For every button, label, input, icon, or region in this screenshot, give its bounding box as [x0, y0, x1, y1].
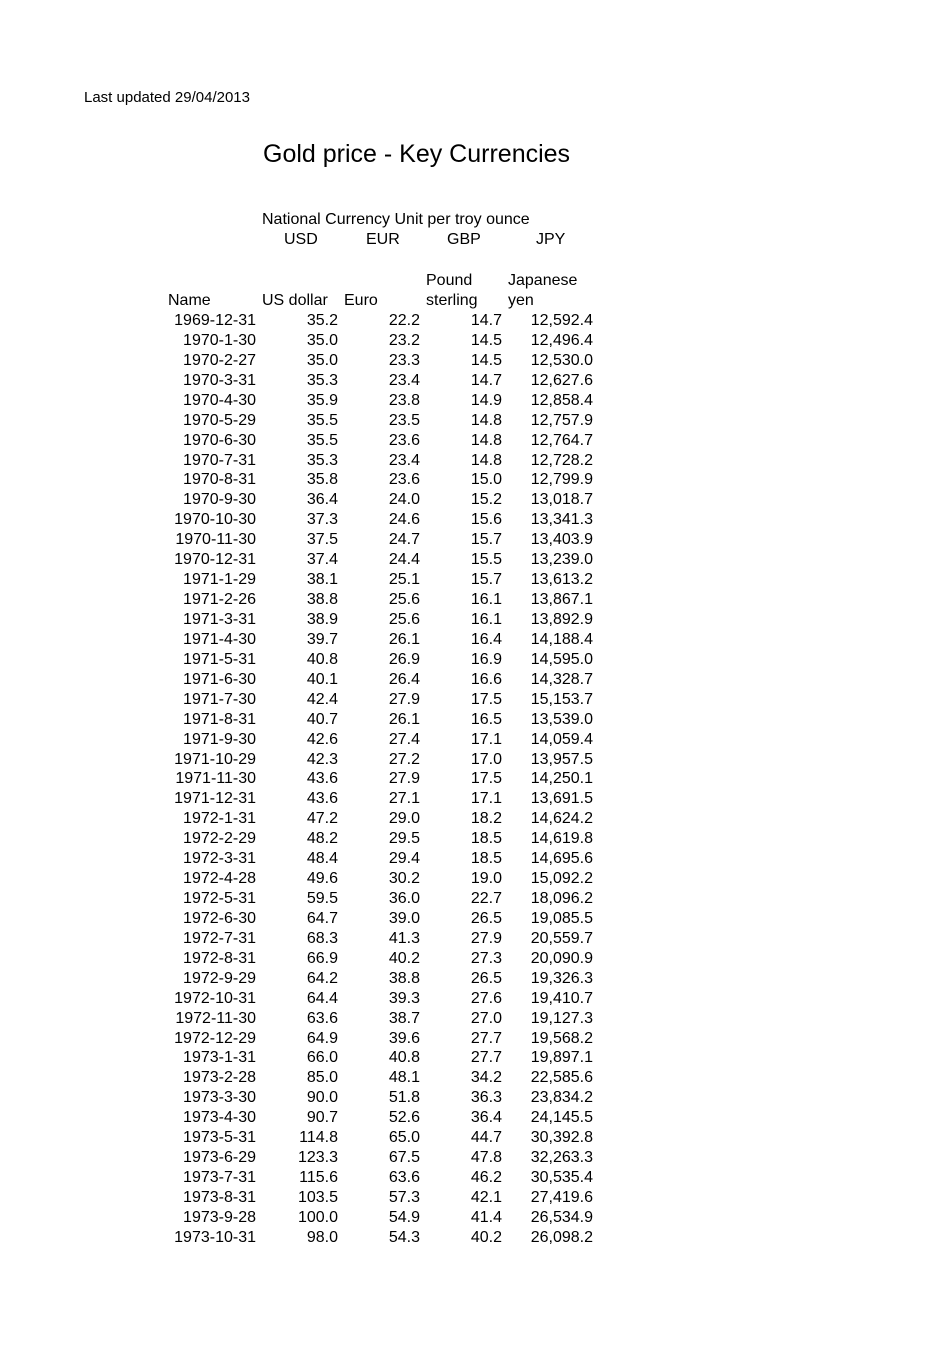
eur-cell: 27.9 — [388, 690, 420, 708]
eur-cell: 36.0 — [388, 890, 420, 907]
jpy-cell: 27,419.6 — [530, 1188, 593, 1206]
date-cell: 1972-9-29 — [183, 969, 256, 987]
gbp-cell: 27.6 — [470, 989, 502, 1007]
date-cell: 1970-5-29 — [183, 411, 256, 429]
jpy-cell: 20,090.9 — [530, 949, 593, 967]
usd-cell: 85.0 — [306, 1069, 338, 1087]
date-cell: 1970-3-31 — [183, 371, 256, 389]
column-header-gbp-line2: sterling — [426, 292, 478, 309]
date-cell: 1971-8-31 — [183, 710, 256, 728]
eur-cell: 25.1 — [388, 571, 420, 589]
table-row — [0, 1068, 950, 1088]
usd-cell: 35.3 — [306, 371, 338, 389]
eur-cell: 39.0 — [388, 909, 420, 927]
jpy-cell: 15,092.2 — [530, 870, 593, 887]
jpy-cell: 12,728.2 — [530, 451, 593, 469]
usd-cell: 35.5 — [306, 411, 338, 429]
table-row — [0, 610, 950, 630]
gbp-cell: 15.7 — [470, 531, 502, 549]
usd-cell: 40.1 — [306, 670, 338, 688]
jpy-cell: 20,559.7 — [530, 929, 593, 947]
date-cell: 1970-12-31 — [174, 551, 256, 569]
jpy-cell: 14,695.6 — [530, 850, 593, 868]
gbp-cell: 14.8 — [470, 411, 502, 429]
table-row — [0, 809, 950, 829]
date-cell: 1970-10-30 — [174, 511, 256, 529]
gbp-cell: 18.2 — [470, 810, 502, 828]
jpy-cell: 13,691.5 — [530, 790, 593, 808]
gbp-cell: 16.9 — [470, 650, 502, 668]
eur-cell: 39.6 — [388, 1029, 420, 1047]
date-cell: 1971-12-31 — [174, 790, 256, 808]
jpy-cell: 14,188.4 — [530, 630, 593, 648]
gbp-cell: 19.0 — [470, 870, 502, 887]
date-cell: 1973-7-31 — [183, 1169, 256, 1186]
gbp-cell: 14.8 — [470, 451, 502, 469]
jpy-cell: 18,096.2 — [530, 890, 593, 907]
gbp-cell: 18.5 — [470, 830, 502, 848]
usd-cell: 35.3 — [306, 451, 338, 469]
jpy-cell: 13,539.0 — [530, 710, 593, 728]
gbp-cell: 15.5 — [470, 551, 502, 569]
eur-cell: 23.3 — [388, 351, 420, 369]
gbp-cell: 27.3 — [470, 949, 502, 967]
date-cell: 1970-11-30 — [175, 531, 256, 549]
usd-cell: 35.0 — [306, 351, 338, 369]
jpy-cell: 19,085.5 — [530, 909, 593, 927]
jpy-cell: 26,098.2 — [530, 1228, 593, 1246]
jpy-cell: 12,592.4 — [530, 312, 593, 329]
date-cell: 1970-8-31 — [183, 471, 256, 489]
gbp-cell: 15.2 — [470, 491, 502, 509]
usd-cell: 64.2 — [306, 969, 338, 987]
usd-cell: 40.8 — [306, 650, 338, 668]
usd-cell: 48.2 — [306, 830, 338, 848]
jpy-cell: 14,595.0 — [530, 650, 593, 668]
jpy-cell: 12,799.9 — [530, 471, 593, 489]
table-row — [0, 590, 950, 610]
eur-cell: 26.1 — [388, 710, 420, 728]
usd-cell: 37.3 — [306, 511, 338, 529]
gbp-cell: 17.1 — [470, 790, 502, 808]
usd-cell: 35.5 — [306, 431, 338, 449]
eur-cell: 27.2 — [388, 750, 420, 768]
eur-cell: 23.6 — [388, 431, 420, 449]
jpy-cell: 19,410.7 — [530, 989, 593, 1007]
usd-cell: 47.2 — [306, 810, 338, 828]
date-cell: 1970-4-30 — [183, 391, 256, 409]
gbp-cell: 14.7 — [470, 312, 502, 329]
table-row — [0, 929, 950, 949]
gbp-cell: 27.9 — [470, 929, 502, 947]
gbp-cell: 17.5 — [470, 690, 502, 708]
table-row — [0, 510, 950, 530]
eur-cell: 25.6 — [388, 611, 420, 628]
eur-cell: 27.9 — [388, 770, 420, 788]
usd-cell: 115.6 — [299, 1169, 338, 1186]
gbp-cell: 15.7 — [470, 571, 502, 589]
usd-cell: 103.5 — [297, 1188, 338, 1206]
usd-cell: 37.4 — [306, 551, 338, 569]
date-cell: 1969-12-31 — [174, 312, 256, 329]
gbp-cell: 14.9 — [470, 391, 502, 409]
usd-cell: 90.0 — [306, 1089, 338, 1107]
table-row — [0, 969, 950, 989]
gbp-cell: 14.5 — [470, 351, 502, 369]
gbp-cell: 27.7 — [470, 1029, 502, 1047]
jpy-cell: 13,957.5 — [530, 750, 593, 768]
table-row — [0, 351, 950, 371]
usd-cell: 35.8 — [306, 471, 338, 489]
usd-cell: 42.6 — [306, 730, 338, 748]
date-cell: 1973-5-31 — [183, 1129, 256, 1147]
usd-cell: 42.4 — [306, 690, 338, 708]
eur-cell: 23.2 — [388, 331, 420, 349]
eur-cell: 48.1 — [388, 1069, 420, 1087]
gbp-cell: 15.6 — [470, 511, 502, 529]
date-cell: 1971-11-30 — [175, 770, 256, 788]
column-header-eur: Euro — [344, 292, 378, 309]
gbp-cell: 44.7 — [470, 1129, 502, 1147]
gbp-cell: 27.7 — [470, 1049, 502, 1067]
date-cell: 1973-4-30 — [183, 1109, 256, 1127]
table-row — [0, 1188, 950, 1208]
jpy-cell: 14,059.4 — [530, 730, 593, 748]
date-cell: 1971-9-30 — [183, 730, 256, 748]
date-cell: 1972-2-29 — [183, 830, 256, 848]
eur-cell: 67.5 — [388, 1149, 420, 1167]
jpy-cell: 13,403.9 — [530, 531, 593, 549]
gbp-cell: 47.8 — [470, 1149, 502, 1167]
table-row — [0, 1048, 950, 1068]
gbp-cell: 27.0 — [470, 1009, 502, 1027]
column-header-usd: US dollar — [262, 292, 328, 309]
date-cell: 1972-8-31 — [183, 949, 256, 967]
date-cell: 1972-3-31 — [183, 850, 256, 868]
jpy-cell: 14,624.2 — [530, 810, 593, 828]
usd-cell: 66.9 — [306, 949, 338, 967]
table-row — [0, 670, 950, 690]
jpy-cell: 13,341.3 — [530, 511, 593, 529]
jpy-cell: 22,585.6 — [530, 1069, 593, 1087]
eur-cell: 23.6 — [388, 471, 420, 489]
jpy-cell: 23,834.2 — [530, 1089, 593, 1107]
gbp-cell: 17.1 — [470, 730, 502, 748]
eur-cell: 23.5 — [388, 411, 420, 429]
eur-cell: 29.4 — [388, 850, 420, 868]
gbp-cell: 16.5 — [470, 710, 502, 728]
eur-cell: 41.3 — [388, 929, 420, 947]
column-header-gbp-line1: Pound — [426, 272, 473, 289]
gbp-cell: 40.2 — [470, 1228, 502, 1246]
usd-cell: 37.5 — [306, 531, 338, 549]
eur-cell: 39.3 — [388, 989, 420, 1007]
jpy-cell: 13,867.1 — [530, 591, 593, 608]
date-cell: 1973-6-29 — [183, 1149, 256, 1167]
gbp-cell: 16.4 — [470, 630, 502, 648]
usd-cell: 48.4 — [306, 850, 338, 868]
gbp-cell: 34.2 — [470, 1069, 502, 1087]
eur-cell: 57.3 — [388, 1188, 420, 1206]
date-cell: 1971-2-26 — [183, 591, 256, 608]
table-row — [0, 849, 950, 869]
table-row — [0, 1208, 950, 1228]
usd-cell: 36.4 — [306, 491, 338, 509]
jpy-cell: 12,858.4 — [530, 391, 593, 409]
table-row — [0, 1088, 950, 1108]
table-row — [0, 1168, 950, 1188]
eur-cell: 26.9 — [388, 650, 420, 668]
jpy-cell: 13,892.9 — [530, 611, 593, 628]
unit-subtitle: National Currency Unit per troy ounce — [262, 211, 530, 228]
eur-cell: 65.0 — [388, 1129, 420, 1147]
table-row — [0, 769, 950, 789]
gbp-cell: 15.0 — [470, 471, 502, 489]
gbp-cell: 22.7 — [470, 890, 502, 907]
column-header-jpy-line2: yen — [508, 292, 534, 309]
eur-cell: 63.6 — [388, 1169, 420, 1186]
date-cell: 1970-9-30 — [183, 491, 256, 509]
table-row — [0, 311, 950, 331]
gbp-cell: 41.4 — [470, 1208, 502, 1226]
gbp-cell: 36.3 — [470, 1089, 502, 1107]
date-cell: 1973-2-28 — [183, 1069, 256, 1087]
gbp-cell: 17.5 — [470, 770, 502, 788]
jpy-cell: 19,127.3 — [530, 1009, 593, 1027]
usd-cell: 64.4 — [306, 989, 338, 1007]
eur-cell: 27.4 — [388, 730, 420, 748]
gbp-cell: 26.5 — [470, 969, 502, 987]
usd-cell: 38.9 — [306, 611, 338, 628]
eur-cell: 52.6 — [388, 1109, 420, 1127]
table-row — [0, 411, 950, 431]
table-row — [0, 550, 950, 570]
gbp-cell: 42.1 — [470, 1188, 502, 1206]
date-cell: 1971-3-31 — [183, 611, 256, 628]
jpy-cell: 14,250.1 — [530, 770, 593, 788]
usd-cell: 39.7 — [306, 630, 338, 648]
eur-cell: 29.0 — [388, 810, 420, 828]
usd-cell: 64.9 — [306, 1029, 338, 1047]
date-cell: 1972-12-29 — [174, 1029, 256, 1047]
date-cell: 1970-1-30 — [183, 331, 256, 349]
eur-cell: 40.2 — [388, 949, 420, 967]
usd-cell: 63.6 — [306, 1009, 338, 1027]
gbp-cell: 14.8 — [470, 431, 502, 449]
usd-cell: 90.7 — [306, 1109, 338, 1127]
gbp-cell: 14.5 — [470, 331, 502, 349]
jpy-cell: 19,568.2 — [530, 1029, 593, 1047]
table-row — [0, 789, 950, 809]
gbp-cell: 16.1 — [470, 611, 502, 628]
usd-cell: 43.6 — [306, 790, 338, 808]
column-header-jpy-line1: Japanese — [508, 272, 578, 289]
date-cell: 1972-1-31 — [183, 810, 256, 828]
usd-cell: 38.1 — [306, 571, 338, 589]
eur-cell: 26.1 — [388, 630, 420, 648]
jpy-cell: 19,326.3 — [530, 969, 593, 987]
gbp-cell: 16.1 — [470, 591, 502, 608]
date-cell: 1973-10-31 — [174, 1228, 256, 1246]
jpy-cell: 19,897.1 — [530, 1049, 593, 1067]
gbp-cell: 26.5 — [470, 909, 502, 927]
table-row — [0, 989, 950, 1009]
jpy-cell: 12,627.6 — [530, 371, 593, 389]
jpy-cell: 12,496.4 — [530, 331, 593, 349]
usd-cell: 100.0 — [297, 1208, 338, 1226]
eur-cell: 23.4 — [388, 451, 420, 469]
date-cell: 1972-10-31 — [174, 989, 256, 1007]
table-row — [0, 1108, 950, 1128]
table-row — [0, 949, 950, 969]
usd-cell: 123.3 — [297, 1149, 338, 1167]
jpy-cell: 14,328.7 — [530, 670, 593, 688]
date-cell: 1971-6-30 — [183, 670, 256, 688]
jpy-cell: 15,153.7 — [530, 690, 593, 708]
usd-cell: 66.0 — [306, 1049, 338, 1067]
eur-cell: 22.2 — [388, 312, 420, 329]
table-row — [0, 1128, 950, 1148]
table-row — [0, 431, 950, 451]
usd-cell: 38.8 — [306, 591, 338, 608]
usd-cell: 40.7 — [306, 710, 338, 728]
date-cell: 1971-10-29 — [174, 750, 256, 768]
table-row — [0, 1148, 950, 1168]
usd-cell: 49.6 — [306, 870, 338, 887]
eur-cell: 24.4 — [388, 551, 420, 569]
jpy-cell: 12,757.9 — [530, 411, 593, 429]
date-cell: 1971-7-30 — [183, 690, 256, 708]
table-row — [0, 570, 950, 590]
gbp-cell: 17.0 — [470, 750, 502, 768]
date-cell: 1972-4-28 — [183, 870, 256, 887]
jpy-cell: 12,764.7 — [530, 431, 593, 449]
eur-cell: 30.2 — [388, 870, 420, 887]
jpy-cell: 14,619.8 — [530, 830, 593, 848]
gbp-cell: 46.2 — [470, 1169, 502, 1186]
eur-cell: 26.4 — [388, 670, 420, 688]
usd-cell: 35.0 — [306, 331, 338, 349]
date-cell: 1973-9-28 — [183, 1208, 256, 1226]
date-cell: 1970-6-30 — [183, 431, 256, 449]
code-gbp: GBP — [447, 231, 481, 248]
usd-cell: 42.3 — [306, 750, 338, 768]
table-row — [0, 1009, 950, 1029]
jpy-cell: 13,613.2 — [530, 571, 593, 589]
page-title: Gold price - Key Currencies — [263, 140, 571, 168]
jpy-cell: 32,263.3 — [530, 1149, 593, 1167]
gbp-cell: 14.7 — [470, 371, 502, 389]
date-cell: 1973-8-31 — [183, 1188, 256, 1206]
date-cell: 1972-6-30 — [183, 909, 256, 927]
eur-cell: 23.8 — [388, 391, 420, 409]
eur-cell: 51.8 — [388, 1089, 420, 1107]
gbp-cell: 36.4 — [470, 1109, 502, 1127]
code-usd: USD — [284, 231, 318, 248]
usd-cell: 114.8 — [299, 1129, 338, 1147]
date-cell: 1973-1-31 — [183, 1049, 256, 1067]
gbp-cell: 16.6 — [470, 670, 502, 688]
table-row — [0, 829, 950, 849]
jpy-cell: 30,535.4 — [530, 1169, 593, 1186]
column-header-name: Name — [168, 292, 211, 309]
date-cell: 1972-7-31 — [183, 929, 256, 947]
eur-cell: 54.3 — [388, 1228, 420, 1246]
date-cell: 1973-3-30 — [183, 1089, 256, 1107]
table-row — [0, 331, 950, 351]
date-cell: 1970-7-31 — [183, 451, 256, 469]
date-cell: 1972-5-31 — [183, 890, 256, 907]
jpy-cell: 26,534.9 — [530, 1208, 593, 1226]
date-cell: 1971-1-29 — [183, 571, 256, 589]
date-cell: 1970-2-27 — [183, 351, 256, 369]
usd-cell: 98.0 — [306, 1228, 338, 1246]
table-row — [0, 750, 950, 770]
date-cell: 1971-4-30 — [183, 630, 256, 648]
eur-cell: 24.0 — [388, 491, 420, 509]
table-row — [0, 470, 950, 490]
usd-cell: 35.9 — [306, 391, 338, 409]
jpy-cell: 13,018.7 — [530, 491, 593, 509]
code-jpy: JPY — [536, 231, 566, 248]
eur-cell: 23.4 — [388, 371, 420, 389]
jpy-cell: 12,530.0 — [530, 351, 593, 369]
table-row — [0, 451, 950, 471]
table-row — [0, 889, 950, 909]
usd-cell: 64.7 — [306, 909, 338, 927]
table-row — [0, 1029, 950, 1049]
usd-cell: 43.6 — [306, 770, 338, 788]
table-row — [0, 730, 950, 750]
eur-cell: 25.6 — [388, 591, 420, 608]
eur-cell: 38.7 — [388, 1009, 420, 1027]
jpy-cell: 24,145.5 — [530, 1109, 593, 1127]
table-row — [0, 909, 950, 929]
table-row — [0, 869, 950, 889]
eur-cell: 40.8 — [388, 1049, 420, 1067]
eur-cell: 24.6 — [388, 511, 420, 529]
table-row — [0, 490, 950, 510]
usd-cell: 59.5 — [306, 890, 338, 907]
table-row — [0, 371, 950, 391]
table-row — [0, 391, 950, 411]
usd-cell: 68.3 — [306, 929, 338, 947]
table-row — [0, 690, 950, 710]
jpy-cell: 13,239.0 — [530, 551, 593, 569]
table-row — [0, 710, 950, 730]
table-row — [0, 530, 950, 550]
table-row — [0, 630, 950, 650]
last-updated-text: Last updated 29/04/2013 — [84, 89, 250, 106]
usd-cell: 35.2 — [306, 312, 338, 329]
eur-cell: 27.1 — [388, 790, 420, 808]
code-eur: EUR — [366, 231, 400, 248]
jpy-cell: 30,392.8 — [530, 1129, 593, 1147]
table-row — [0, 1228, 950, 1248]
gbp-cell: 18.5 — [470, 850, 502, 868]
eur-cell: 29.5 — [388, 830, 420, 848]
eur-cell: 38.8 — [388, 969, 420, 987]
eur-cell: 54.9 — [388, 1208, 420, 1226]
table-row — [0, 650, 950, 670]
eur-cell: 24.7 — [388, 531, 420, 549]
date-cell: 1972-11-30 — [175, 1009, 256, 1027]
date-cell: 1971-5-31 — [183, 650, 256, 668]
